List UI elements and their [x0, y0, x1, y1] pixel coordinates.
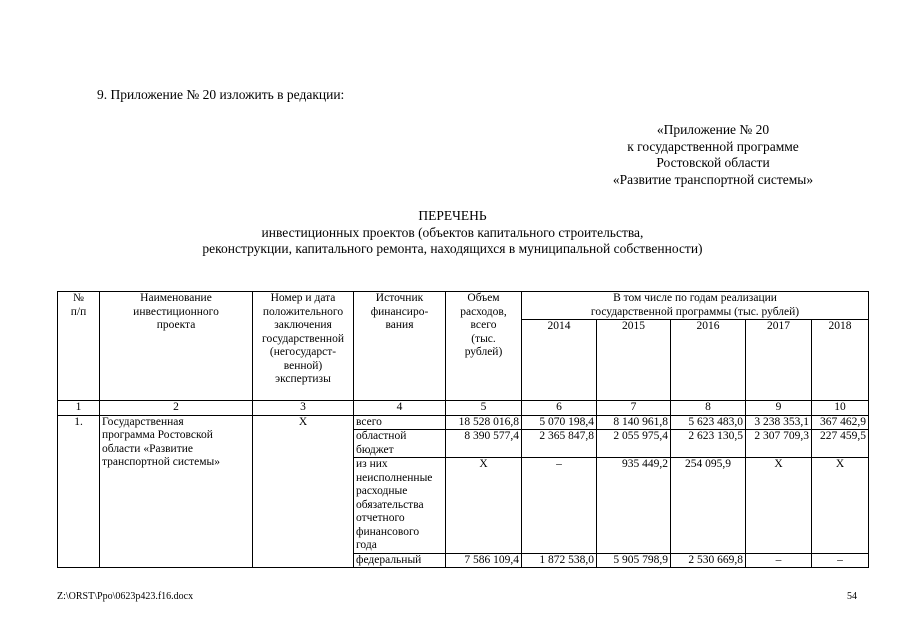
document-title-block	[0, 208, 905, 258]
year-cell: 5 623 483,0	[671, 415, 746, 430]
column-number: 8	[671, 401, 746, 416]
column-numbers-row	[58, 401, 869, 416]
column-number: 5	[446, 401, 522, 416]
funding-source: из них неисполненные расходные обязательства отчетного финансового года	[354, 458, 446, 554]
document-subtitle-line: инвестиционных проектов (объектов капитального строительства,	[261, 224, 644, 240]
document-title: ПЕРЕЧЕНЬ	[418, 208, 487, 223]
project-expertise: Х	[253, 415, 354, 568]
column-number: 4	[354, 401, 446, 416]
year-cell: Х	[812, 458, 869, 554]
header-year-2014: 2014	[522, 320, 597, 401]
header-years-group: В том числе по годам реализации государственной программы (тыс. рублей)	[522, 292, 869, 320]
total-cell: Х	[446, 458, 522, 554]
year-cell: 254 095,9	[671, 458, 746, 554]
year-cell: 2 530 669,8	[671, 553, 746, 568]
column-number: 2	[100, 401, 253, 416]
header-expertise: Номер и дата положительного заключения государственной (негосударст- венной) экспертизы	[253, 292, 354, 401]
year-cell: 367 462,9	[812, 415, 869, 430]
column-number: 9	[746, 401, 812, 416]
header-funding-source: Источник финансиро- вания	[354, 292, 446, 401]
total-cell: 18 528 016,8	[446, 415, 522, 430]
appendix-line: Ростовской области	[656, 155, 770, 170]
footer-file-path: Z:\ORST\Ppo\0623p423.f16.docx	[57, 591, 194, 602]
document-subtitle-line: реконструкции, капитального ремонта, находящихся в муниципальной собственности)	[202, 241, 703, 256]
funding-source: всего	[354, 415, 446, 430]
header-project-name: Наименование инвестиционного проекта	[100, 292, 253, 401]
year-cell: –	[522, 458, 597, 554]
project-name: Государственная программа Ростовской области «Развитие транспортной системы»	[100, 415, 253, 568]
year-cell: 5 905 798,9	[597, 553, 671, 568]
year-cell: 5 070 198,4	[522, 415, 597, 430]
column-number: 6	[522, 401, 597, 416]
project-number: 1.	[58, 415, 100, 568]
appendix-line: «Развитие транспортной системы»	[612, 171, 814, 187]
year-cell: –	[812, 553, 869, 568]
table-row	[58, 415, 869, 430]
year-cell: –	[746, 553, 812, 568]
investment-projects-table	[57, 291, 869, 568]
header-total-volume: Объем расходов, всего (тыс. рублей)	[446, 292, 522, 401]
header-number: № п/п	[58, 292, 100, 401]
column-number: 7	[597, 401, 671, 416]
appendix-line: к государственной программе	[627, 138, 799, 154]
appendix-reference	[578, 122, 848, 188]
funding-source: областной бюджет	[354, 430, 446, 458]
amendment-item-9: 9. Приложение № 20 изложить в редакции:	[97, 87, 345, 102]
total-cell: 8 390 577,4	[446, 430, 522, 458]
year-cell: 2 623 130,5	[671, 430, 746, 458]
year-cell: 227 459,5	[812, 430, 869, 458]
column-number: 1	[58, 401, 100, 416]
appendix-line: «Приложение № 20	[656, 122, 770, 137]
page-number: 54	[847, 591, 857, 602]
column-number: 10	[812, 401, 869, 416]
year-cell: 2 055 975,4	[597, 430, 671, 458]
year-cell: 2 365 847,8	[522, 430, 597, 458]
header-year-2015: 2015	[597, 320, 671, 401]
funding-source: федеральный	[354, 553, 446, 568]
year-cell: Х	[746, 458, 812, 554]
year-cell: 8 140 961,8	[597, 415, 671, 430]
header-row	[58, 292, 869, 320]
year-cell: 3 238 353,1	[746, 415, 812, 430]
year-cell: 2 307 709,3	[746, 430, 812, 458]
year-cell: 935 449,2	[597, 458, 671, 554]
total-cell: 7 586 109,4	[446, 553, 522, 568]
column-number: 3	[253, 401, 354, 416]
header-year-2018: 2018	[812, 320, 869, 401]
header-year-2017: 2017	[746, 320, 812, 401]
header-year-2016: 2016	[671, 320, 746, 401]
year-cell: 1 872 538,0	[522, 553, 597, 568]
